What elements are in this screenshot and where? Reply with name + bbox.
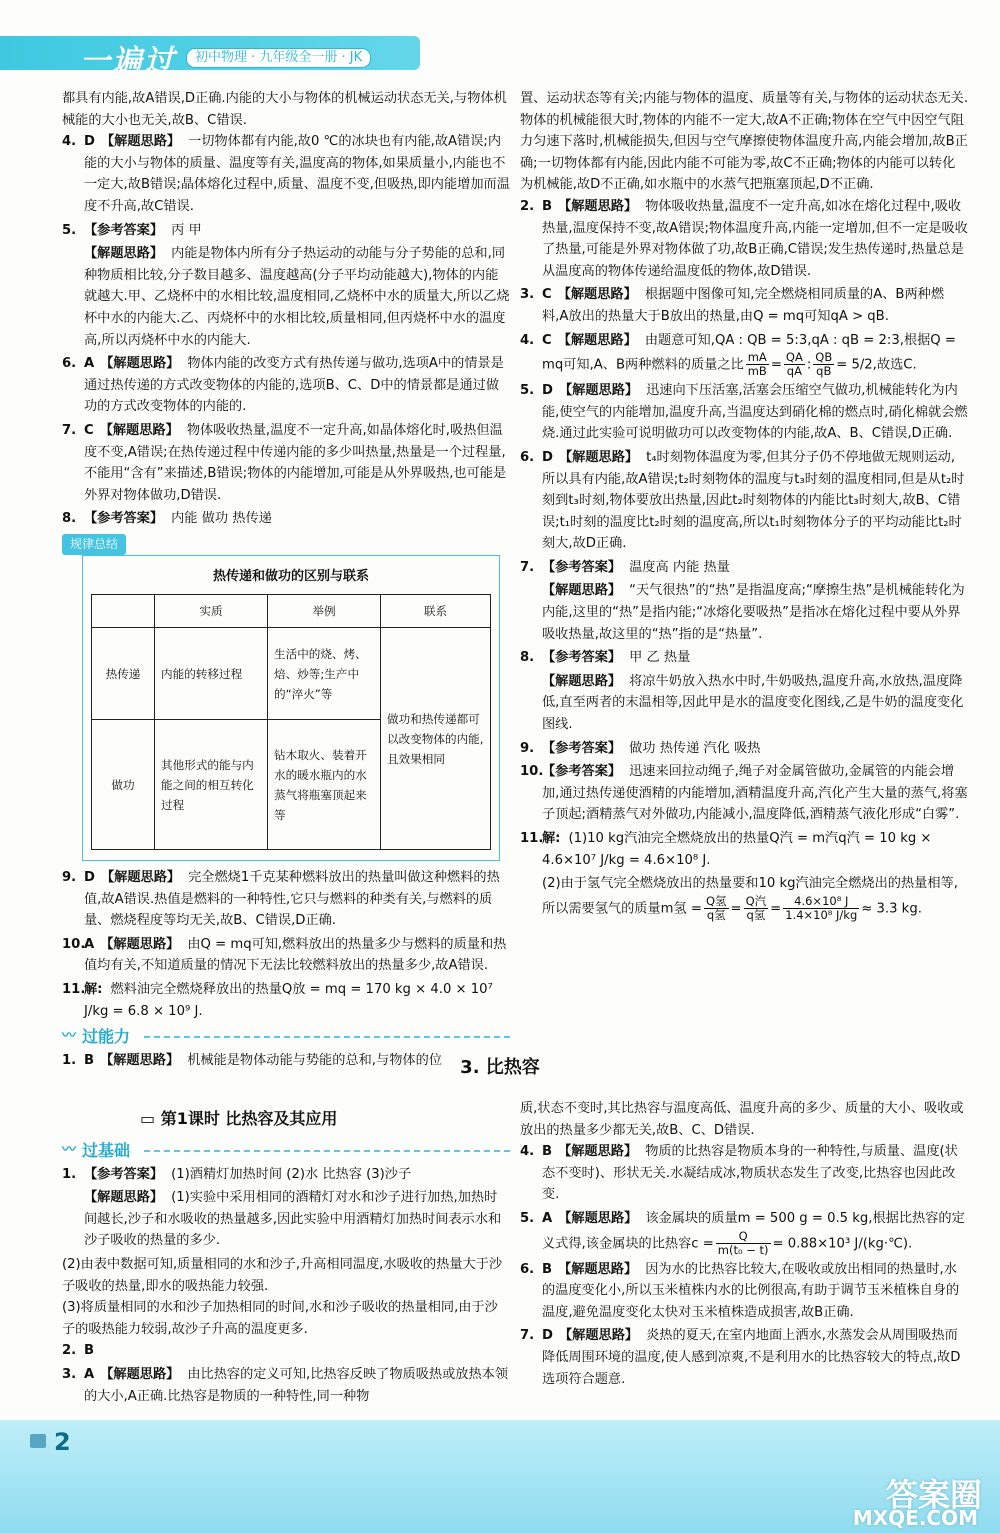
item-number: 4. (62, 134, 77, 150)
item-number: 9. (62, 870, 77, 886)
answer-item (520, 380, 968, 445)
answer-item (62, 420, 510, 506)
item-text: 温度高 内能 热量 (629, 559, 730, 575)
item-text: 该金属块的质量m = 500 g = 0.5 kg,根据比热容的定义式得,该金属块的比热容c = (542, 1210, 965, 1252)
left-top-items (62, 88, 510, 530)
answer-item (62, 220, 510, 242)
item-text: 根据题中图像可知,完全燃烧相同质量的A、B两种燃料,A放出的热量大于B放出的热量,由Q = mq可知qA > qB. (542, 287, 945, 324)
item-tag: 【参考答案】 (542, 764, 622, 780)
paragraph: (3)将质量相同的水和沙子加热相同的时间,水和沙子吸收的热量相同,由于沙子的吸热能力较弱,故沙子升高的温度更多. (62, 1300, 498, 1337)
item-number: 6. (62, 356, 77, 372)
item-text: 物体吸收热量,温度不一定升高,如冰在熔化过程中,吸收热量,温度保持不变,故A错误;物体温度升高,内能一定增加,但不一定是吸收了热量,可能是外界对物体做了功,故B正确,C错误;发生热传递时,热量总是从温度高的物体传递给温度低的物体,故D错误. (542, 198, 968, 279)
item-number: 8. (62, 511, 77, 527)
table-header: 举例 (268, 595, 381, 628)
item-number: 6. (520, 1261, 535, 1277)
item-tag: 【解题思路】 (100, 134, 181, 150)
section-basic-label: 过基础 (82, 1141, 131, 1160)
item-answer: D (84, 870, 95, 886)
item-tag: 【参考答案】 (84, 511, 164, 527)
item-text: 物质的比热容是物质本身的一种特性,与质量、温度(状态不变时)、形状无关.水凝结成冰,物质状态发生了改变,比热容也因此改变. (542, 1144, 958, 1203)
lesson-icon: ▭ (140, 1109, 161, 1128)
fraction-numerator: QA (785, 350, 803, 365)
item-text: 一切物体都有内能,故0 ℃的冰块也有内能,故A错误;内能的大小与物体的质量、温度等有关,温度高的物体,如果质量小,内能也不一定大,故B错误;晶体熔化过程中,质量、温度不变,但吸热,即内能增加而温度不升高,故C错误. (84, 134, 510, 214)
fraction-numerator: Q汽 (745, 893, 767, 908)
item-number: 10. (520, 764, 544, 780)
item-answer: D (542, 1328, 553, 1344)
fraction-denominator: mB (747, 364, 767, 379)
item-number: 7. (520, 559, 535, 575)
table-cell: 钻木取火、装着开水的暖水瓶内的水蒸气将瓶塞顶起来等 (268, 720, 381, 850)
answer-item (520, 284, 968, 327)
table-cell: 做功和热传递都可以改变物体的内能,且效果相同 (381, 628, 491, 850)
answer-item (520, 1141, 968, 1206)
item-tag: 【解题思路】 (100, 870, 181, 886)
right-column-bottom (520, 1098, 968, 1392)
tip-label: 规律总结 (62, 534, 126, 556)
right-top-items (520, 88, 968, 922)
answer-item: 4. C 【解题思路】 由题意可知,QA : QB = 5:3,qA : qB = 2:3,根据Q = mq可知,A、B两种燃料的质量之比 $\frac{mA}{mB}$ = $\frac{QA}{qA}$ : $\frac{QB}{qB}$ = 5/2,故选C. (520, 330, 968, 379)
item-text: 由Q = mq可知,燃料放出的热量多少与燃料的质量和热值均有关,不知道质量的情况下无法比较燃料放出的热量多少,故A错误. (84, 936, 507, 974)
fraction-numerator: Q氢 (705, 893, 727, 908)
paragraph: (2)由表中数据可知,质量相同的水和沙子,升高相同温度,水吸收的热量大于沙子吸收的热量,即水的吸热能力较强. (62, 1256, 503, 1294)
table-cell: 热传递 (92, 628, 155, 720)
answer-item (62, 508, 510, 530)
fraction-numerator: QB (815, 350, 833, 365)
answer-item (520, 1259, 968, 1324)
wave-icon: 〰 (62, 1028, 76, 1045)
item-number: 4. (520, 332, 535, 348)
item-number: 1. (62, 1052, 77, 1068)
lesson-title-text: 第1课时 比热容及其应用 (160, 1109, 338, 1128)
book-icon (30, 1434, 46, 1448)
item-answer: B (84, 1052, 95, 1068)
item-tag: 【解题思路】 (557, 287, 637, 303)
answer-item (62, 1364, 510, 1407)
left-column-top (62, 88, 510, 1073)
item-tag: 解: (84, 982, 103, 998)
item-number: 4. (520, 1144, 535, 1160)
answer-item (62, 934, 510, 977)
table-header: 联系 (381, 595, 491, 628)
item-tag: 解: (542, 831, 561, 846)
item-answer: B (84, 1343, 95, 1359)
answer-item (62, 131, 510, 217)
table-header: 实质 (155, 595, 268, 628)
item-tag: 【参考答案】 (84, 1166, 164, 1182)
lesson-title (140, 1106, 337, 1129)
item-number: 9. (520, 740, 535, 756)
item-text: 燃料油完全燃烧释放出的热量Q放 = mq = 170 kg × 4.0 × 10⁷ J/kg = 6.8 × 10⁹ J. (84, 982, 493, 1019)
item-tag: 【参考答案】 (542, 740, 622, 756)
item-text: ≈ 3.3 kg. (861, 901, 922, 917)
item-text: = 0.88×10³ J/(kg·℃). (772, 1236, 913, 1252)
answer-item (520, 580, 968, 645)
item-answer: D (84, 134, 95, 150)
answer-item (62, 1164, 510, 1186)
section-ability (62, 1026, 510, 1048)
item-answer: D (542, 449, 553, 465)
item-answer: B (542, 1144, 553, 1160)
table-row (92, 628, 491, 720)
item-tag: 【解题思路】 (558, 1261, 638, 1277)
item-number: 10. (62, 936, 86, 952)
table-header (92, 595, 155, 628)
item-tag: 【解题思路】 (542, 583, 622, 599)
item-tag: 【解题思路】 (100, 936, 180, 952)
item-text: 甲 乙 热量 (629, 650, 691, 666)
item-text: = 5/2,故选C. (836, 357, 917, 373)
item-text: 内能是物体内所有分子热运动的动能与分子势能的总和,同种物质相比较,分子数目越多、温度越高(分子平均动能越大),物体的内能就越大.甲、乙烧杯中的水相比较,温度相同,乙烧杯中水的质量大,所以乙烧杯中水的内能大.乙、丙烧杯中的水相比较,质量相同,但丙烧杯中水的温度高,所以丙烧杯中水的内能大. (84, 246, 510, 348)
table-header-row (92, 595, 491, 628)
item-text: 做功 热传递 汽化 吸热 (629, 740, 761, 756)
answer-item (62, 353, 510, 418)
fraction (716, 1230, 771, 1257)
fraction-numerator: Q (716, 1230, 771, 1244)
item-text: 物体吸收热量,温度不一定升高,如晶体熔化时,吸热但温度不变,A错误;在热传递过程中传递内能的多少叫热量,热量是一个过程量,不能用“含有”来描述,B错误;物体的内能增加,可能是从外界吸热,也可能是外界对物体做功,D错误. (84, 422, 507, 503)
item-answer: C (542, 332, 552, 348)
item-number: 1. (62, 1166, 77, 1182)
fraction-denominator: 1.4×10⁸ J/kg (785, 907, 858, 922)
page-number: 2 (54, 1428, 71, 1456)
item-tag: 【解题思路】 (558, 198, 638, 214)
table-title: 热传递和做功的区别与联系 (212, 569, 369, 585)
section-ability-label: 过能力 (82, 1027, 131, 1047)
answer-item (520, 1325, 968, 1390)
item-text: 由比热容的定义可知,比热容反映了物质吸热或放热本领的大小,A正确.比热容是物质的一种特性,同一种物 (84, 1366, 509, 1404)
item-number: 5. (62, 222, 77, 238)
answer-item (62, 1187, 510, 1252)
item-number: 11. (520, 831, 544, 846)
paragraph: 置、运动状态等有关;内能与物体的温度、质量等有关,与物体的运动状态无关.物体的机械能很大时,物体的内能不一定大,故A不正确;物体在空气中因空气阻力匀速下落时,机械能损失,但因与空气摩擦使物体温度升高,内能会增加,故B正确;一切物体都有内能,因此内能不可能为零,故C不正确;物体的内能可以转化为机械能,故D不正确,如水瓶中的水蒸气把瓶塞顶起,D不正确. (520, 91, 969, 193)
item-number: 3. (520, 287, 535, 303)
item-answer: A (84, 1366, 95, 1382)
fraction (784, 351, 805, 378)
item-tag: 【参考答案】 (542, 650, 622, 666)
item-tag: 【解题思路】 (100, 356, 180, 372)
answer-item (520, 828, 968, 871)
item-text: 迅速来回拉动绳子,绳子对金属管做功,金属管的内能会增加,通过热传递使酒精的内能增加,酒精温度升高,汽化产生大量的蒸气,将塞子顶起;酒精蒸气对外做功,内能减小,温度降低,酒精蒸气液化形成“白雾”. (542, 764, 968, 823)
item-tag: 【参考答案】 (542, 559, 622, 575)
paragraph: 质,状态不变时,其比热容与温度高低、温度升高的多少、质量的大小、吸收或放出的热量多少都无关,故B、C、D错误. (520, 1101, 964, 1138)
fraction-numerator: 4.6×10⁸ J (783, 895, 859, 909)
answer-item (520, 761, 968, 826)
item-text: 将凉牛奶放入热水中时,牛奶吸热,温度升高,水放热,温度降低,直至两者的末温相等,因此甲是水的温度变化图线,乙是牛奶的温度变化图线. (542, 673, 964, 733)
item-number: 3. (62, 1366, 77, 1382)
answer-item (62, 1340, 510, 1362)
brand-logo: 一遍过 (80, 44, 176, 79)
answer-item (520, 196, 968, 282)
fraction-numerator: mA (746, 351, 769, 365)
right-bottom-items (520, 1098, 968, 1390)
item-text: t₄时刻物体温度为零,但其分子仍不停地做无规则运动,所以具有内能,故A错误;t₂时刻物体的温度与t₃时刻的温度相同,但是从t₂时刻到t₃时刻,物体要放出热量,因此t₂时刻物体的内能比t₃时刻大,故B、C错误;t₁时刻的温度比t₂时刻的温度高,所以t₁时刻物体分子的平均动能比t₂时刻大,故D正确. (542, 449, 965, 552)
answer-item (520, 557, 968, 579)
answer-item (62, 243, 510, 351)
comparison-table (91, 594, 491, 850)
page-footer (0, 1420, 1000, 1533)
item-text: (1)酒精灯加热时间 (2)水 比热容 (3)沙子 (171, 1166, 412, 1182)
item-tag: 【解题思路】 (84, 246, 164, 262)
item-tag: 【解题思路】 (100, 1366, 180, 1382)
answer-item: (2)由于氢气完全燃烧放出的热量要和10 kg汽油完全燃烧出的热量相等,所以需要氢气的质量m氢 = $\frac{\text{Q氢}}{\text{q氢}}$ = $\frac{\text{Q汽}}{\text{q氢}}$ = $\frac{\text{4.6×10⁸ J}}{\text{1.4×10⁸ J/kg}}$ ≈ 3.3 kg. (542, 876, 958, 922)
item-number: 8. (520, 650, 535, 666)
item-answer: C (84, 422, 94, 438)
watermark-logo: 答案圈 (885, 1476, 982, 1514)
left-bottom-items (62, 1164, 510, 1408)
table-cell: 其他形式的能与内能之间的相互转化过程 (155, 720, 268, 850)
item-text: 由题意可知,QA : QB = 5:3,qA : qB = 2:3,根据Q = mq可知,A、B两种燃料的质量之比 (542, 332, 956, 373)
table-cell: 生活中的烧、烤、焙、炒等;生产中的“淬火”等 (268, 628, 381, 720)
item-text: 完全燃烧1千克某种燃料放出的热量叫做这种燃料的热值,故A错误.热值是燃料的一种特性,它只与燃料的种类有关,与燃料的质量、燃烧程度等均无关,故B、C错误,D正确. (84, 870, 500, 929)
item-number: 2. (62, 1343, 77, 1359)
item-number: 6. (520, 449, 535, 465)
item-tag: 【参考答案】 (84, 222, 164, 238)
chapter-title: 3. 比热容 (460, 1057, 540, 1078)
fraction (744, 895, 769, 922)
table-cell: 做功 (92, 720, 155, 850)
answer-item (62, 979, 510, 1022)
item-number: 5. (520, 1210, 535, 1226)
item-answer: A (542, 1210, 553, 1226)
answer-item (520, 447, 968, 555)
answer-item (62, 867, 510, 932)
item-number: 7. (62, 422, 77, 438)
left-column-bottom (62, 1136, 510, 1409)
answer-item (520, 1208, 968, 1257)
paragraph: 都具有内能,故A错误,D正确.内能的大小与物体的机械运动状态无关,与物体机械能的大小也无关,故B、C错误. (62, 91, 507, 128)
item-tag: 【解题思路】 (99, 422, 179, 438)
item-tag: 【解题思路】 (558, 1210, 638, 1226)
item-text: (2)由于氢气完全燃烧放出的热量要和10 kg汽油完全燃烧出的热量相等,所以需要氢气的质量m氢 = (542, 876, 958, 917)
fraction (813, 351, 834, 378)
fraction (704, 895, 729, 922)
fraction-denominator: qA (786, 364, 802, 379)
item-tag: 【解题思路】 (557, 332, 637, 348)
item-tag: 【解题思路】 (558, 1328, 639, 1344)
answer-item (520, 671, 968, 736)
wave-icon: 〰 (62, 1142, 76, 1158)
item-tag: 【解题思路】 (558, 1144, 638, 1160)
fraction-denominator: qB (816, 364, 832, 379)
answer-item (520, 647, 968, 669)
item-tag: 【解题思路】 (84, 1190, 164, 1206)
item-tag: 【解题思路】 (100, 1052, 180, 1068)
table-cell: 内能的转移过程 (155, 628, 268, 720)
item-answer: D (542, 383, 553, 399)
fraction-denominator: q氢 (706, 907, 726, 922)
item-number: 2. (520, 198, 535, 214)
item-answer: B (542, 1261, 553, 1277)
item-text: 机械能是物体动能与势能的总和,与物体的位 (187, 1052, 442, 1068)
section-divider (144, 1036, 510, 1038)
book-subtitle: 初中物理 · 九年级全一册 · JK (186, 48, 371, 68)
section-basic (62, 1140, 510, 1162)
item-answer: A (84, 356, 95, 372)
item-answer: A (84, 936, 95, 952)
fraction-denominator: m(t₀ − t) (717, 1242, 769, 1257)
item-text: 丙 甲 (171, 222, 202, 238)
item-text: 炎热的夏天,在室内地面上洒水,水蒸发会从周围吸热而降低周围环境的温度,使人感到凉爽,不是利用水的比热容较大的特点,故D选项符合题意. (542, 1328, 961, 1387)
item-text: (1)10 kg汽油完全燃烧放出的热量Q汽 = m汽q汽 = 10 kg × 4.6×10⁷ J/kg = 4.6×10⁸ J. (542, 831, 932, 868)
item-tag: 【解题思路】 (558, 449, 639, 465)
item-number: 11. (62, 982, 86, 998)
item-answer: B (542, 198, 553, 214)
item-text: 因为水的比热容比较大,在吸收或放出相同的热量时,水的温度变化小,所以玉米植株内水的比例很高,有助于调节玉米植株自身的温度,避免温度变化太快对玉米植株造成损害,故B正确. (542, 1261, 960, 1320)
page-header (0, 0, 1000, 78)
item-text: 迅速向下压活塞,活塞会压缩空气做功,机械能转化为内能,使空气的内能增加,温度升高,当温度达到硝化棉的燃点时,硝化棉就会燃烧.通过此实验可说明做功可以改变物体的内能,故A、B、C错误,D正确. (542, 383, 968, 442)
watermark-url: MXQE.COM (852, 1506, 978, 1530)
left-mid-items (62, 867, 510, 1022)
item-text: “天气很热”的“热”是指温度高;“摩擦生热”是机械能转化为内能,这里的“热”是指内能;“冰熔化要吸热”是指冰在熔化过程中要从外界吸收热量,故这里的“热”指的是“热量”. (542, 583, 965, 642)
item-tag: 【解题思路】 (542, 673, 622, 689)
fraction (746, 351, 769, 378)
comparison-table-box (82, 555, 500, 861)
item-answer: C (542, 287, 552, 303)
item-text: (1)实验中采用相同的酒精灯对水和沙子进行加热,加热时间越长,沙子和水吸收的热量越多,因此实验中用酒精灯加热时间表示水和沙子吸收的热量的多少. (84, 1190, 502, 1249)
fraction-denominator: q氢 (746, 907, 766, 922)
section-divider (144, 1150, 510, 1152)
right-column-top (520, 88, 968, 924)
item-number: 7. (520, 1328, 535, 1344)
item-text: 内能 做功 热传递 (171, 511, 272, 527)
fraction (783, 895, 859, 922)
answer-item (520, 738, 968, 760)
item-text: 物体内能的改变方式有热传递与做功,选项A中的情景是通过热传递的方式改变物体的内能的,选项B、C、D中的情景都是通过做功的方式改变物体的内能的. (84, 356, 504, 415)
item-tag: 【解题思路】 (558, 383, 639, 399)
item-number: 5. (520, 383, 535, 399)
